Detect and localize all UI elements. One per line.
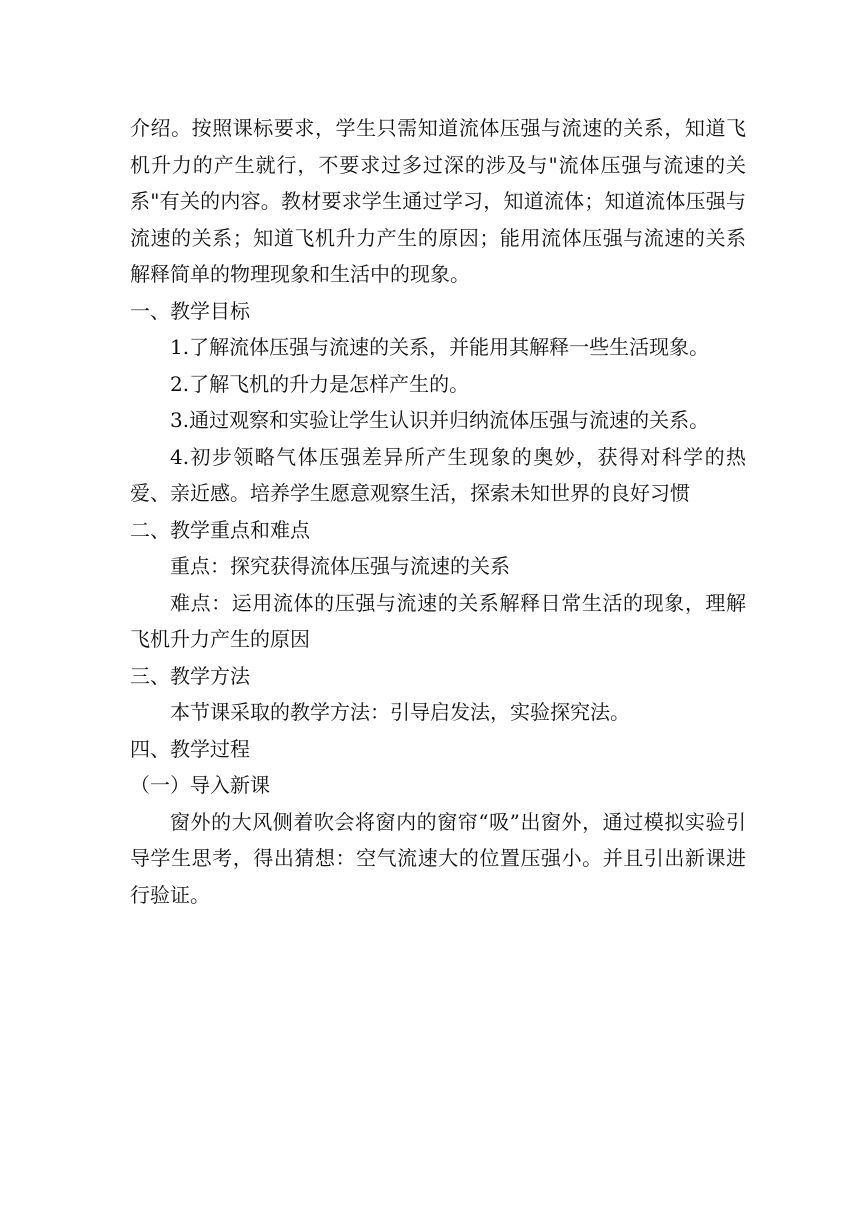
objective-item: 3.通过观察和实验让学生认识并归纳流体压强与流速的关系。	[170, 408, 710, 432]
section-heading-methods: 三、教学方法	[130, 663, 250, 688]
method-paragraph: 本节课采取的教学方法：引导启发法，实验探究法。	[170, 700, 630, 724]
section-heading-process: 四、教学过程	[130, 736, 250, 761]
objective-item: 2.了解飞机的升力是怎样产生的。	[170, 371, 470, 396]
intro-paragraph: 介绍。按照课标要求，学生只需知道流体压强与流速的关系，知道飞机升力的产生就行，不要求过多过深的涉及与"流体压强与流速的关系"有关的内容。教材要求学生通过学习，知道流体；知道流体压强与流速的关系；知道飞机升力产生的原因；能用流体压强与流速的关系解释简单的物理现象和生活中的现象。	[130, 116, 746, 286]
difficulty-paragraph: 难点：运用流体的压强与流速的关系解释日常生活的现象，理解飞机升力产生的原因	[130, 590, 746, 651]
lesson-intro-paragraph: 窗外的大风侧着吹会将窗内的窗帘“吸”出窗外，通过模拟实验引导学生思考，得出猜想：空气流速大的位置压强小。并且引出新课进行验证。	[130, 809, 746, 907]
key-point-paragraph: 重点：探究获得流体压强与流速的关系	[170, 554, 510, 578]
section-heading-objectives: 一、教学目标	[130, 298, 250, 323]
subsection-heading-introduction: （一）导入新课	[130, 773, 270, 797]
objective-item: 1.了解流体压强与流速的关系，并能用其解释一些生活现象。	[170, 335, 710, 359]
section-heading-key-points: 二、教学重点和难点	[130, 517, 310, 542]
objective-item: 4.初步领略气体压强差异所产生现象的奥妙，获得对科学的热爱、亲近感。培养学生愿意观察生活，探索未知世界的良好习惯	[130, 444, 746, 505]
document-body	[130, 110, 746, 913]
